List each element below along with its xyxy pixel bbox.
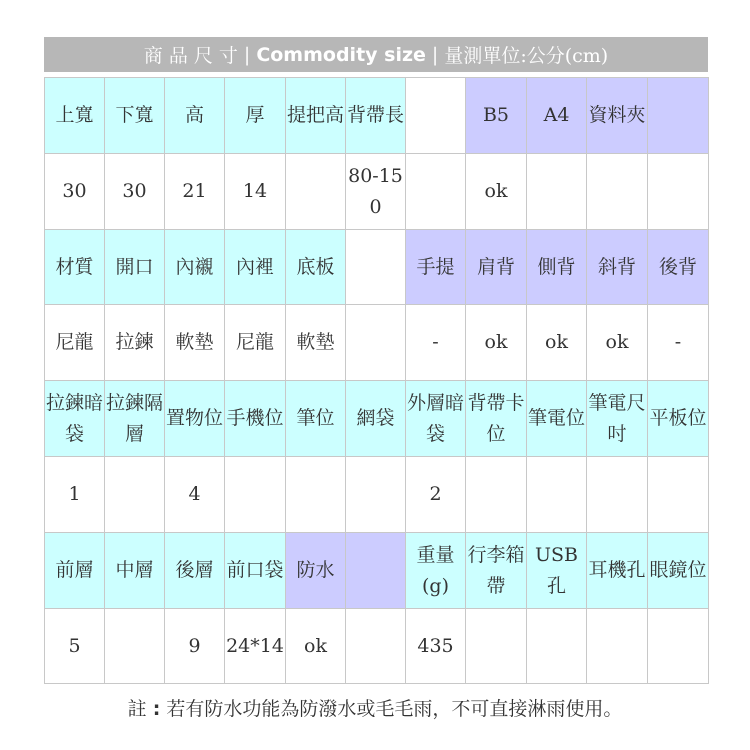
spec-header-cell: 上寬 xyxy=(45,78,105,154)
spec-header-cell: 中層 xyxy=(105,533,165,609)
spec-value-cell xyxy=(286,457,346,533)
spec-header-cell: 外層暗袋 xyxy=(406,381,466,457)
spec-value-cell: 5 xyxy=(45,609,105,684)
spec-header-row xyxy=(45,78,709,154)
spec-value-cell xyxy=(527,154,587,230)
spec-header-row xyxy=(45,381,709,457)
spec-value-cell xyxy=(527,609,587,684)
spec-header-cell: 行李箱帶 xyxy=(466,533,527,609)
spec-header-cell: 斜背 xyxy=(587,230,648,305)
spec-header-cell: 筆電位 xyxy=(527,381,587,457)
spec-value-cell: 24*14 xyxy=(225,609,286,684)
spec-header-cell: 眼鏡位 xyxy=(648,533,709,609)
spec-header-cell: 肩背 xyxy=(466,230,527,305)
spec-value-cell: 軟墊 xyxy=(165,305,225,381)
spec-value-cell xyxy=(587,154,648,230)
spec-value-cell: ok xyxy=(527,305,587,381)
spec-header-cell: 前口袋 xyxy=(225,533,286,609)
spec-header-cell: 筆電尺吋 xyxy=(587,381,648,457)
spec-header-cell: 資料夾 xyxy=(587,78,648,154)
title-separator-1: | xyxy=(243,43,251,66)
spec-header-cell xyxy=(346,533,406,609)
spec-value-row xyxy=(45,609,709,684)
spec-header-cell: 筆位 xyxy=(286,381,346,457)
spec-value-cell xyxy=(406,154,466,230)
spec-value-cell: 尼龍 xyxy=(225,305,286,381)
spec-header-cell: 高 xyxy=(165,78,225,154)
spec-header-cell: 提把高 xyxy=(286,78,346,154)
title-separator-2: | xyxy=(431,43,439,66)
title-bar xyxy=(44,37,708,72)
spec-header-cell: 網袋 xyxy=(346,381,406,457)
footnote-text: 若有防水功能為防潑水或毛毛雨，不可直接淋雨使用。 xyxy=(166,698,623,720)
footnote xyxy=(0,694,750,721)
title-zh: 商 品 尺 寸 xyxy=(143,45,238,67)
spec-header-row xyxy=(45,533,709,609)
spec-value-cell xyxy=(346,457,406,533)
spec-table xyxy=(44,77,709,684)
spec-header-cell: 內裡 xyxy=(225,230,286,305)
spec-value-cell: 435 xyxy=(406,609,466,684)
spec-header-cell: A4 xyxy=(527,78,587,154)
spec-header-cell: 背帶卡位 xyxy=(466,381,527,457)
spec-header-cell: 平板位 xyxy=(648,381,709,457)
footnote-mark: : xyxy=(152,698,161,720)
spec-header-cell: 拉鍊隔層 xyxy=(105,381,165,457)
spec-value-cell: - xyxy=(648,305,709,381)
spec-header-cell xyxy=(346,230,406,305)
spec-header-cell: 後背 xyxy=(648,230,709,305)
spec-header-cell: 手提 xyxy=(406,230,466,305)
title-unit: 量測單位:公分(cm) xyxy=(444,45,609,67)
spec-value-cell: 尼龍 xyxy=(45,305,105,381)
spec-header-cell: 拉鍊暗袋 xyxy=(45,381,105,457)
spec-value-row xyxy=(45,305,709,381)
spec-value-cell: 30 xyxy=(105,154,165,230)
spec-value-row xyxy=(45,154,709,230)
spec-header-cell: 防水 xyxy=(286,533,346,609)
spec-header-cell xyxy=(406,78,466,154)
spec-value-cell: - xyxy=(406,305,466,381)
spec-value-cell xyxy=(105,609,165,684)
spec-value-cell: ok xyxy=(587,305,648,381)
spec-header-cell: 置物位 xyxy=(165,381,225,457)
spec-value-cell xyxy=(587,457,648,533)
spec-value-cell: 拉鍊 xyxy=(105,305,165,381)
spec-value-cell xyxy=(527,457,587,533)
spec-value-cell xyxy=(346,305,406,381)
spec-header-cell: 開口 xyxy=(105,230,165,305)
spec-value-cell: 30 xyxy=(45,154,105,230)
spec-value-cell: 1 xyxy=(45,457,105,533)
spec-value-cell xyxy=(346,609,406,684)
spec-header-cell: 厚 xyxy=(225,78,286,154)
spec-header-cell: 側背 xyxy=(527,230,587,305)
spec-header-cell: B5 xyxy=(466,78,527,154)
spec-header-cell: USB孔 xyxy=(527,533,587,609)
spec-value-cell xyxy=(648,457,709,533)
spec-value-cell: 14 xyxy=(225,154,286,230)
spec-value-cell: 21 xyxy=(165,154,225,230)
spec-value-cell: 4 xyxy=(165,457,225,533)
spec-header-row xyxy=(45,230,709,305)
spec-value-cell: ok xyxy=(286,609,346,684)
spec-header-cell: 耳機孔 xyxy=(587,533,648,609)
spec-value-cell xyxy=(225,457,286,533)
spec-value-cell xyxy=(648,609,709,684)
spec-value-cell: 軟墊 xyxy=(286,305,346,381)
spec-value-cell xyxy=(466,609,527,684)
spec-value-cell xyxy=(587,609,648,684)
title-en: Commodity size xyxy=(256,43,426,66)
spec-header-cell: 後層 xyxy=(165,533,225,609)
spec-value-cell xyxy=(105,457,165,533)
spec-value-cell: ok xyxy=(466,154,527,230)
spec-value-cell: 2 xyxy=(406,457,466,533)
spec-header-cell: 下寬 xyxy=(105,78,165,154)
spec-value-cell: ok xyxy=(466,305,527,381)
spec-header-cell: 手機位 xyxy=(225,381,286,457)
spec-value-cell: 9 xyxy=(165,609,225,684)
spec-value-cell xyxy=(466,457,527,533)
spec-value-cell xyxy=(286,154,346,230)
spec-header-cell: 前層 xyxy=(45,533,105,609)
footnote-label: 註 xyxy=(127,698,147,720)
spec-header-cell xyxy=(648,78,709,154)
spec-header-cell: 材質 xyxy=(45,230,105,305)
spec-value-cell xyxy=(648,154,709,230)
spec-header-cell: 背帶長 xyxy=(346,78,406,154)
spec-value-cell: 80-150 xyxy=(346,154,406,230)
spec-header-cell: 重量(g) xyxy=(406,533,466,609)
spec-value-row xyxy=(45,457,709,533)
spec-header-cell: 底板 xyxy=(286,230,346,305)
spec-header-cell: 內襯 xyxy=(165,230,225,305)
